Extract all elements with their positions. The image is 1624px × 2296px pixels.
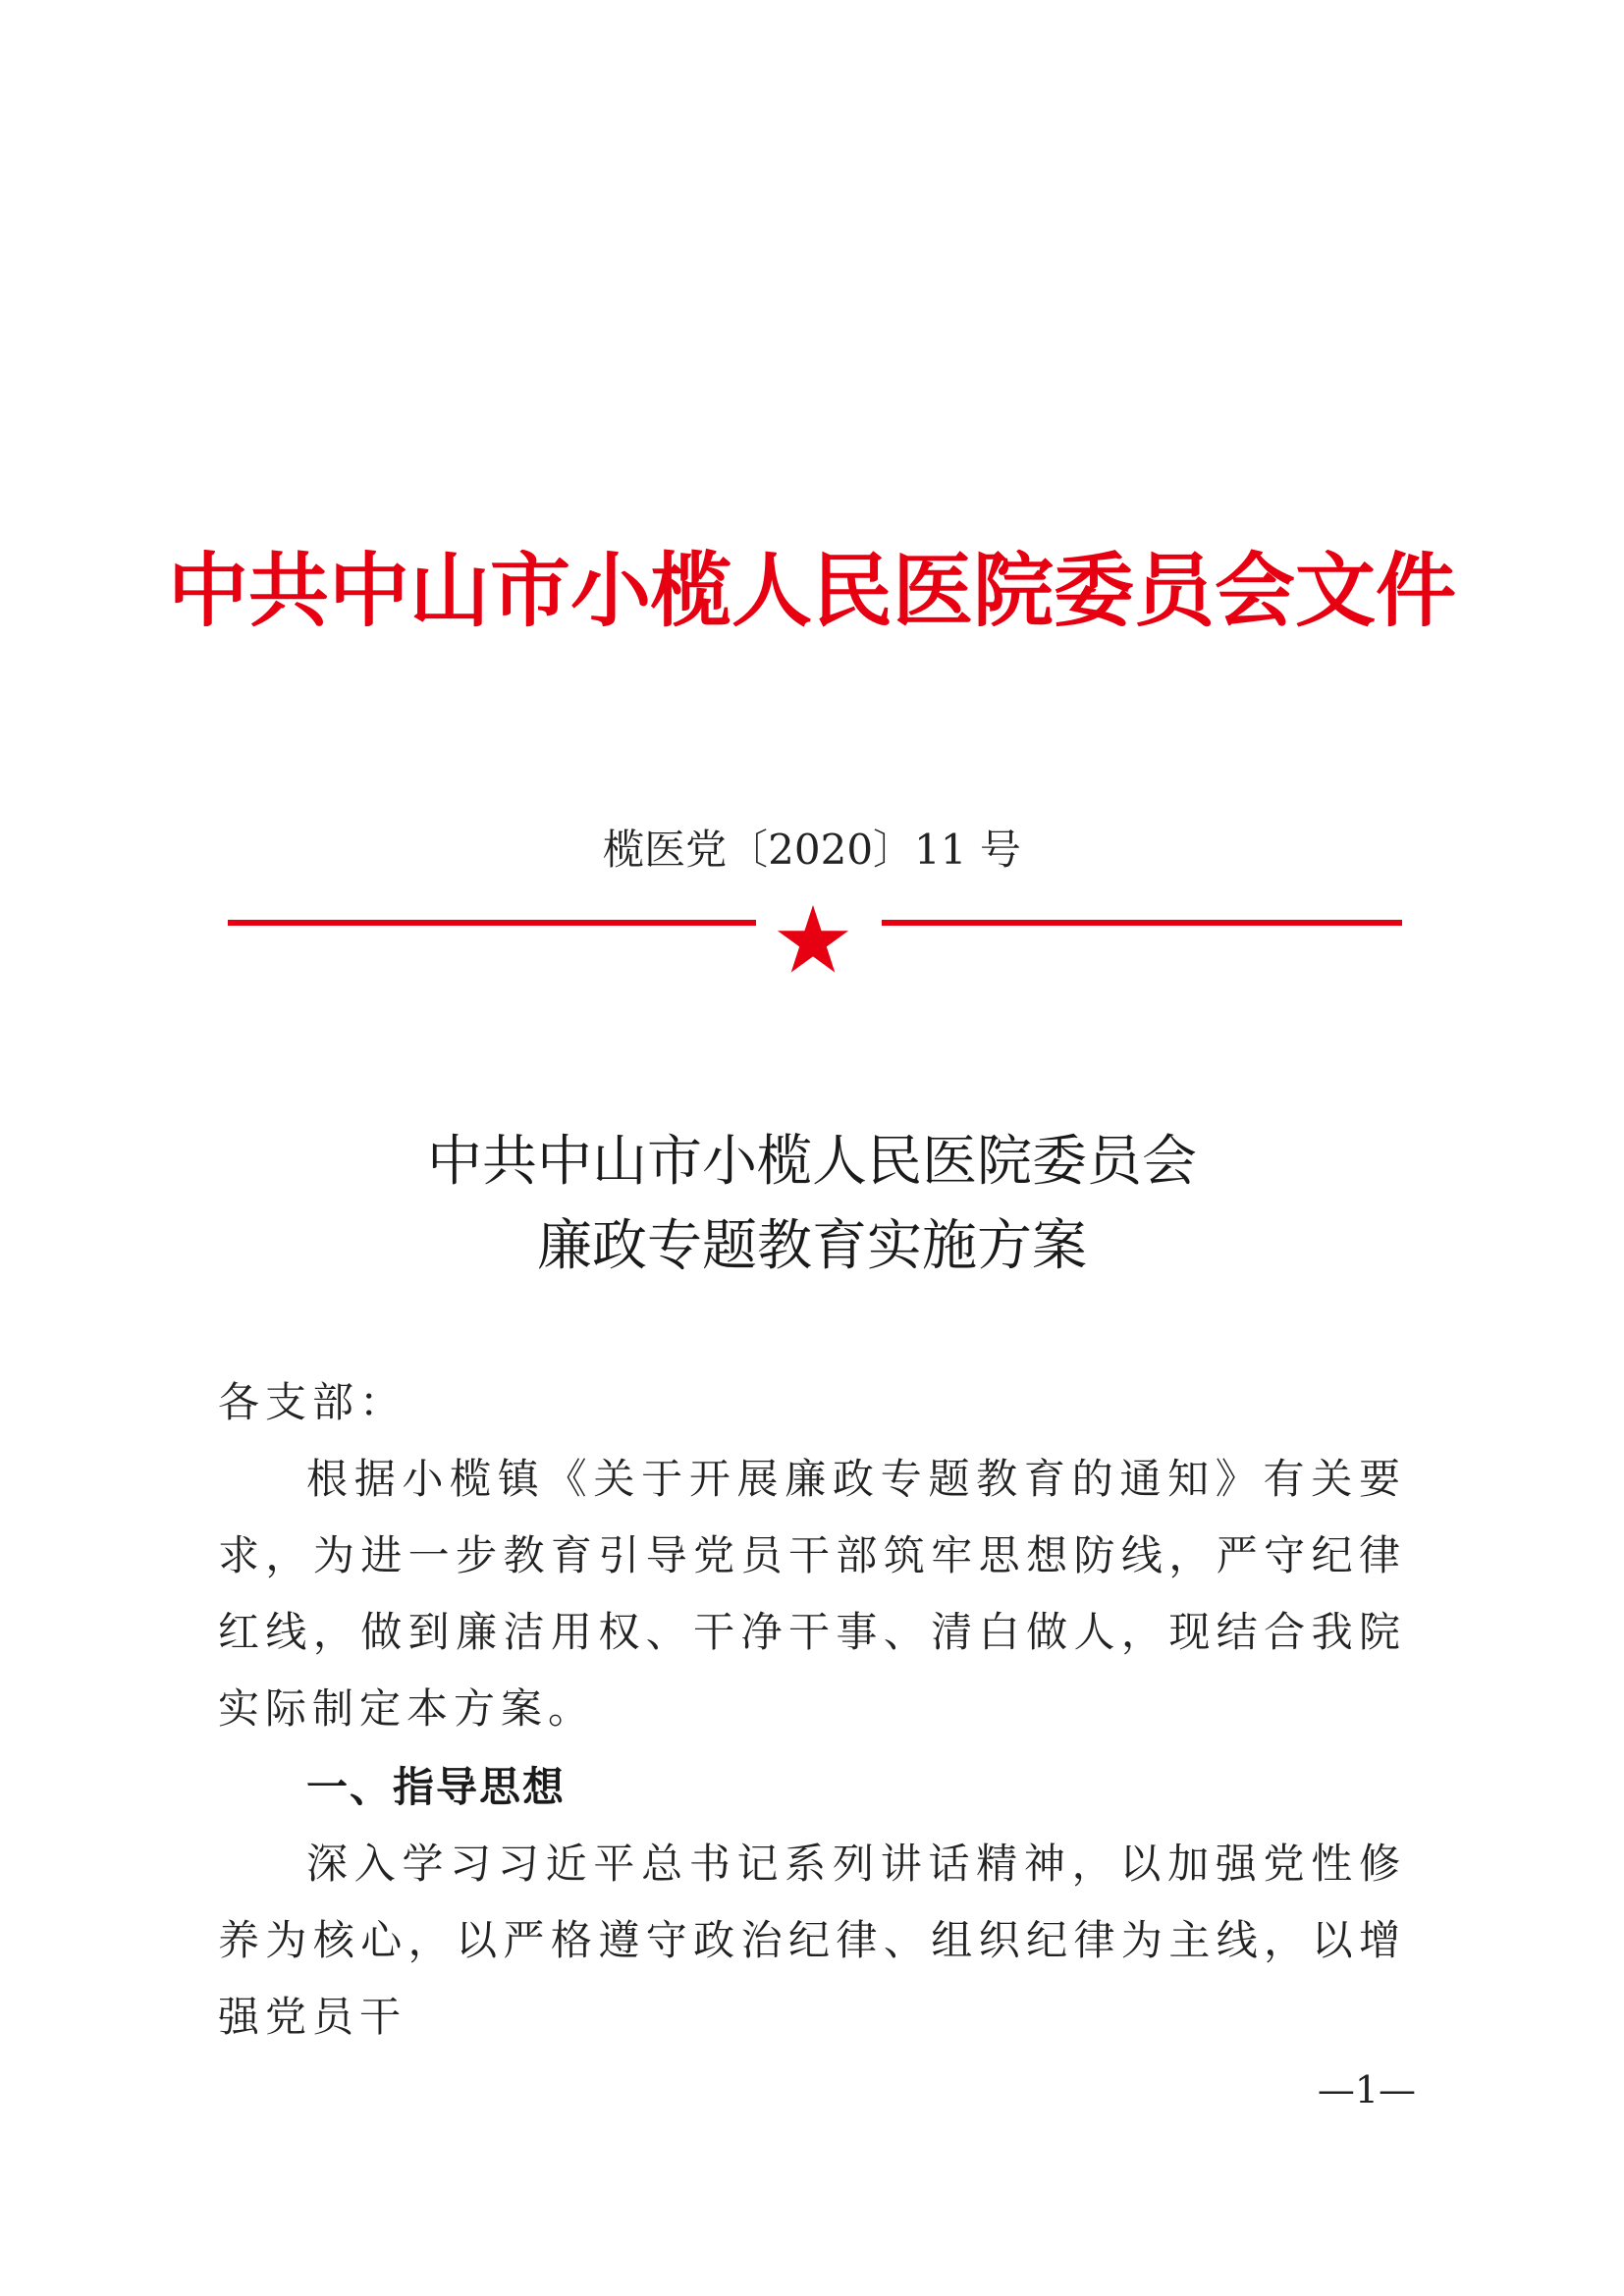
document-title-line2: 廉政专题教育实施方案 — [537, 1214, 1087, 1278]
body-paragraph: 深入学习习近平总书记系列讲话精神，以加强党性修养为核心，以严格遵守政治纪律、组织纪律为主线，以增强党员干 — [218, 1840, 1406, 2041]
page-number: —1— — [1317, 2068, 1416, 2111]
section-heading: 一、指导思想 — [306, 1763, 567, 1811]
salutation: 各支部： — [218, 1378, 407, 1426]
masthead-title: 中共中山市小榄人民医院委员会文件 — [167, 545, 1456, 638]
document-title-line1: 中共中山市小榄人民医院委员会 — [427, 1130, 1197, 1194]
red-divider — [224, 905, 1402, 984]
body-paragraph: 根据小榄镇《关于开展廉政专题教育的通知》有关要求，为进一步教育引导党员干部筑牢思想防线，严守纪律红线，做到廉洁用权、干净干事、清白做人，现结合我院实际制定本方案。 — [218, 1455, 1406, 1733]
red-star-icon — [778, 905, 848, 973]
document-number: 榄医党〔2020〕11 号 — [603, 826, 1021, 874]
